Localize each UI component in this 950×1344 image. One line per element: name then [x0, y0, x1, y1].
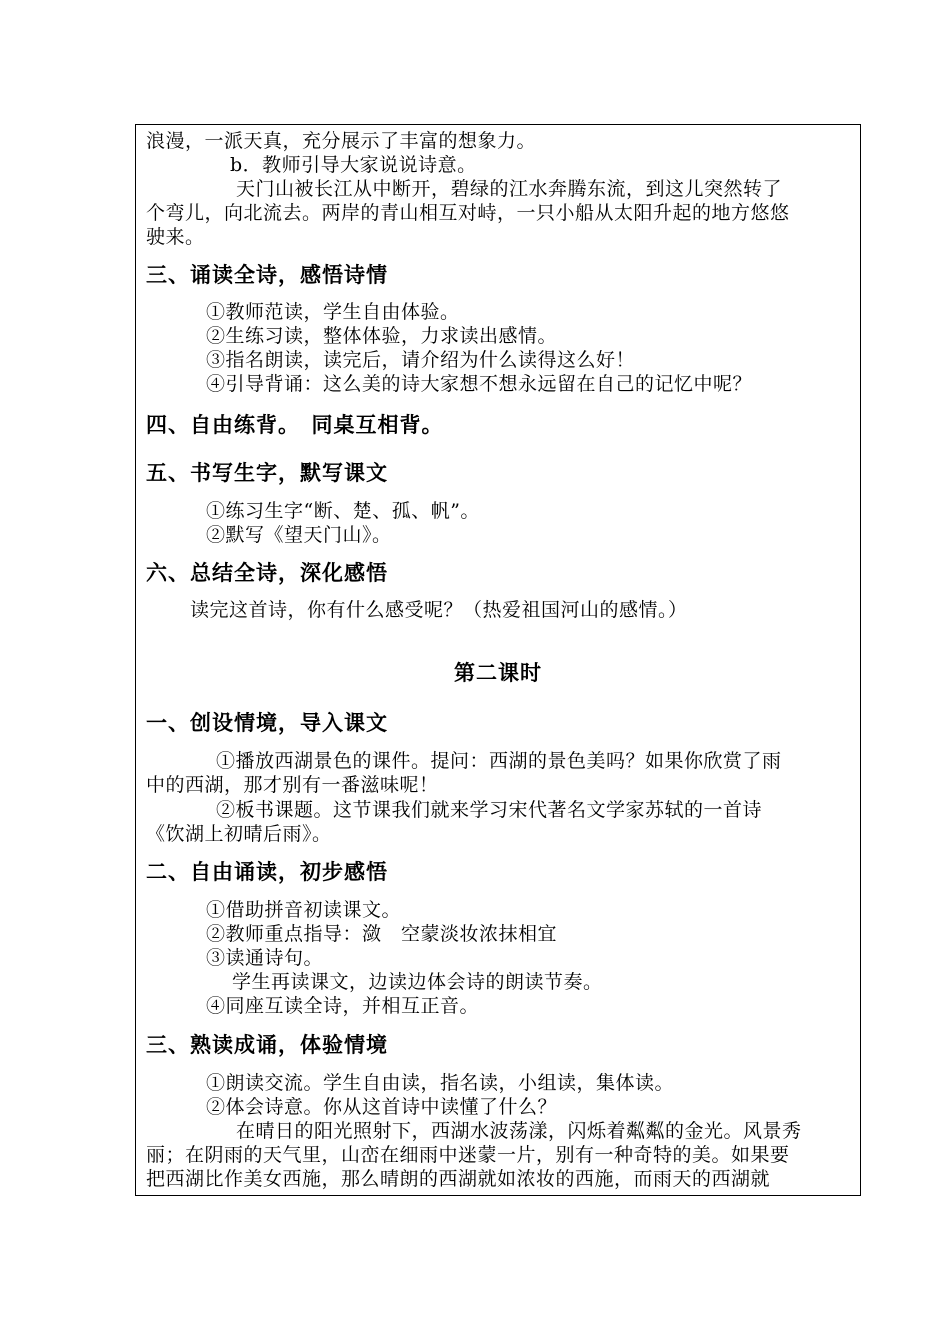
list-item: ③读通诗句。 — [206, 947, 324, 969]
text-line-intro-2: 中的西湖，那才别有一番滋味呢！ — [146, 774, 439, 796]
section-heading-3: 三、诵读全诗，感悟诗情 — [146, 263, 388, 287]
text-line-west-lake-1: 在晴日的阳光照射下，西湖水波荡漾，闪烁着粼粼的金光。风景秀 — [236, 1120, 802, 1142]
text-line-poem-meaning-1: 天门山被长江从中断开，碧绿的江水奔腾东流，到这儿突然转了 — [236, 178, 783, 200]
text-line-summary: 读完这首诗，你有什么感受呢？（热爱祖国河山的感情。） — [190, 599, 688, 621]
text-line-continuation: 浪漫，一派天真，充分展示了丰富的想象力。 — [146, 130, 537, 152]
text-line-intro-3: ②板书课题。这节课我们就来学习宋代著名文学家苏轼的一首诗 — [216, 799, 763, 821]
text-line-west-lake-2: 丽；在阴雨的天气里，山峦在细雨中迷蒙一片，别有一种奇特的美。如果要 — [146, 1144, 790, 1166]
list-item: ①借助拼音初读课文。 — [206, 899, 402, 921]
list-item: ②生练习读，整体体验，力求读出感情。 — [206, 325, 558, 347]
list-item: ④同座互读全诗，并相互正音。 — [206, 995, 480, 1017]
section-heading-3b: 三、熟读成诵，体验情境 — [146, 1033, 388, 1057]
list-item: ②教师重点指导：潋 空蒙淡妆浓抹相宜 — [206, 923, 558, 945]
text-line-rhythm: 学生再读课文，边读边体会诗的朗读节奏。 — [232, 971, 603, 993]
text-line-step-b: b．教师引导大家说说诗意。 — [230, 154, 477, 176]
list-item: ①教师范读，学生自由体验。 — [206, 301, 460, 323]
text-line-west-lake-3: 把西湖比作美女西施，那么晴朗的西湖就如浓妆的西施，而雨天的西湖就 — [146, 1168, 771, 1190]
lesson-plan-table-cell — [135, 124, 861, 1196]
text-line-poem-meaning-2: 个弯儿，向北流去。两岸的青山相互对峙，一只小船从太阳升起的地方悠悠 — [146, 202, 790, 224]
text-line-intro-4: 《饮湖上初晴后雨》。 — [146, 823, 332, 845]
section-heading-1: 一、创设情境，导入课文 — [146, 711, 388, 735]
text-line-intro-1: ①播放西湖景色的课件。提问：西湖的景色美吗？如果你欣赏了雨 — [216, 750, 782, 772]
section-heading-6: 六、总结全诗，深化感悟 — [146, 561, 388, 585]
list-item: ①朗读交流。学生自由读，指名读，小组读，集体读。 — [206, 1072, 675, 1094]
list-item: ②体会诗意。你从这首诗中读懂了什么？ — [206, 1096, 558, 1118]
list-item: ④引导背诵：这么美的诗大家想不想永远留在自己的记忆中呢？ — [206, 373, 753, 395]
list-item: ②默写《望天门山》。 — [206, 524, 392, 546]
section-heading-5: 五、书写生字，默写课文 — [146, 461, 388, 485]
text-line-poem-meaning-3: 驶来。 — [146, 226, 205, 248]
section-heading-2: 二、自由诵读，初步感悟 — [146, 860, 388, 884]
lesson-title: 第二课时 — [454, 661, 542, 685]
list-item: ①练习生字“断、楚、孤、帆”。 — [206, 500, 480, 522]
section-heading-4: 四、自由练背。 同桌互相背。 — [146, 413, 444, 437]
list-item: ③指名朗读，读完后，请介绍为什么读得这么好！ — [206, 349, 636, 371]
